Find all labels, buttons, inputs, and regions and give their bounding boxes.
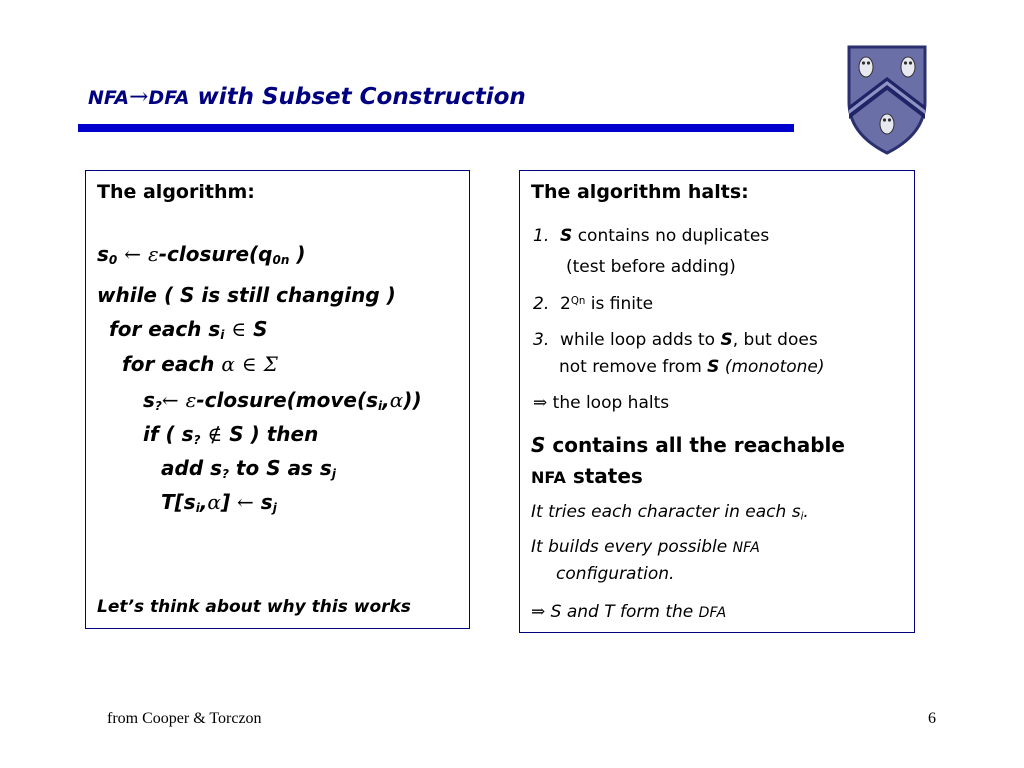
page-number: 6 bbox=[928, 710, 936, 727]
implies-icon: ⇒ bbox=[531, 602, 546, 622]
final-conclusion: ⇒ S and T form the DFA bbox=[531, 602, 727, 622]
algo-line-closure: $s_?\leftarrow$ $\varepsilon-closure(move(s_i,\alpha))$ bbox=[143, 388, 422, 413]
slide-title bbox=[88, 84, 526, 110]
title-nfa: NFA bbox=[88, 87, 130, 109]
implies-icon: ⇒ bbox=[533, 393, 548, 413]
algo-line-if: if ( $s_?$ ∉ S ) then bbox=[143, 422, 319, 447]
halts-item-2: 2. $2^{Qn}$ is finite bbox=[533, 294, 654, 314]
title-arrow: → bbox=[129, 84, 149, 110]
title-rest: with Subset Construction bbox=[189, 84, 526, 110]
reachable-claim-cont: NFA states bbox=[531, 464, 643, 488]
reachable-claim: S contains all the reachable bbox=[531, 433, 845, 457]
halts-item-3: 3. while loop adds to S, but does bbox=[533, 330, 818, 350]
university-crest-logo bbox=[846, 44, 928, 156]
title-rule bbox=[78, 124, 794, 132]
algo-line-foreach-alpha: for each α ∈ Σ bbox=[122, 352, 278, 376]
halts-item-1-note: (test before adding) bbox=[566, 257, 736, 277]
footer-source: from Cooper & Torczon bbox=[107, 710, 262, 727]
builds-line-cont: configuration. bbox=[556, 564, 675, 584]
builds-line: It builds every possible NFA bbox=[531, 537, 760, 557]
halts-item-1: 1. S contains no duplicates bbox=[533, 226, 770, 246]
tries-line: It tries each character in each $s_i$. bbox=[531, 502, 809, 523]
halts-item-3-cont: not remove from S (monotone) bbox=[559, 357, 825, 377]
halts-heading: The algorithm halts: bbox=[531, 181, 749, 203]
algo-line-init: $s_0$ ← $\varepsilon-closure(q_{0n}$ ) bbox=[97, 242, 306, 267]
algo-line-transition: $T[s_i,\alpha]$ ← $s_j$ bbox=[161, 490, 277, 515]
algo-line-while: while ( S is still changing ) bbox=[97, 283, 396, 307]
algo-line-foreach-s: for each $s_i$ ∈ S bbox=[109, 317, 268, 342]
algorithm-closing-note: Let’s think about why this works bbox=[97, 597, 411, 617]
algo-line-add: add $s_?$ to S as $s_j$ bbox=[161, 456, 336, 481]
title-dfa: DFA bbox=[148, 87, 190, 109]
algorithm-heading: The algorithm: bbox=[97, 181, 255, 203]
halts-conclusion: ⇒ the loop halts bbox=[533, 393, 670, 413]
